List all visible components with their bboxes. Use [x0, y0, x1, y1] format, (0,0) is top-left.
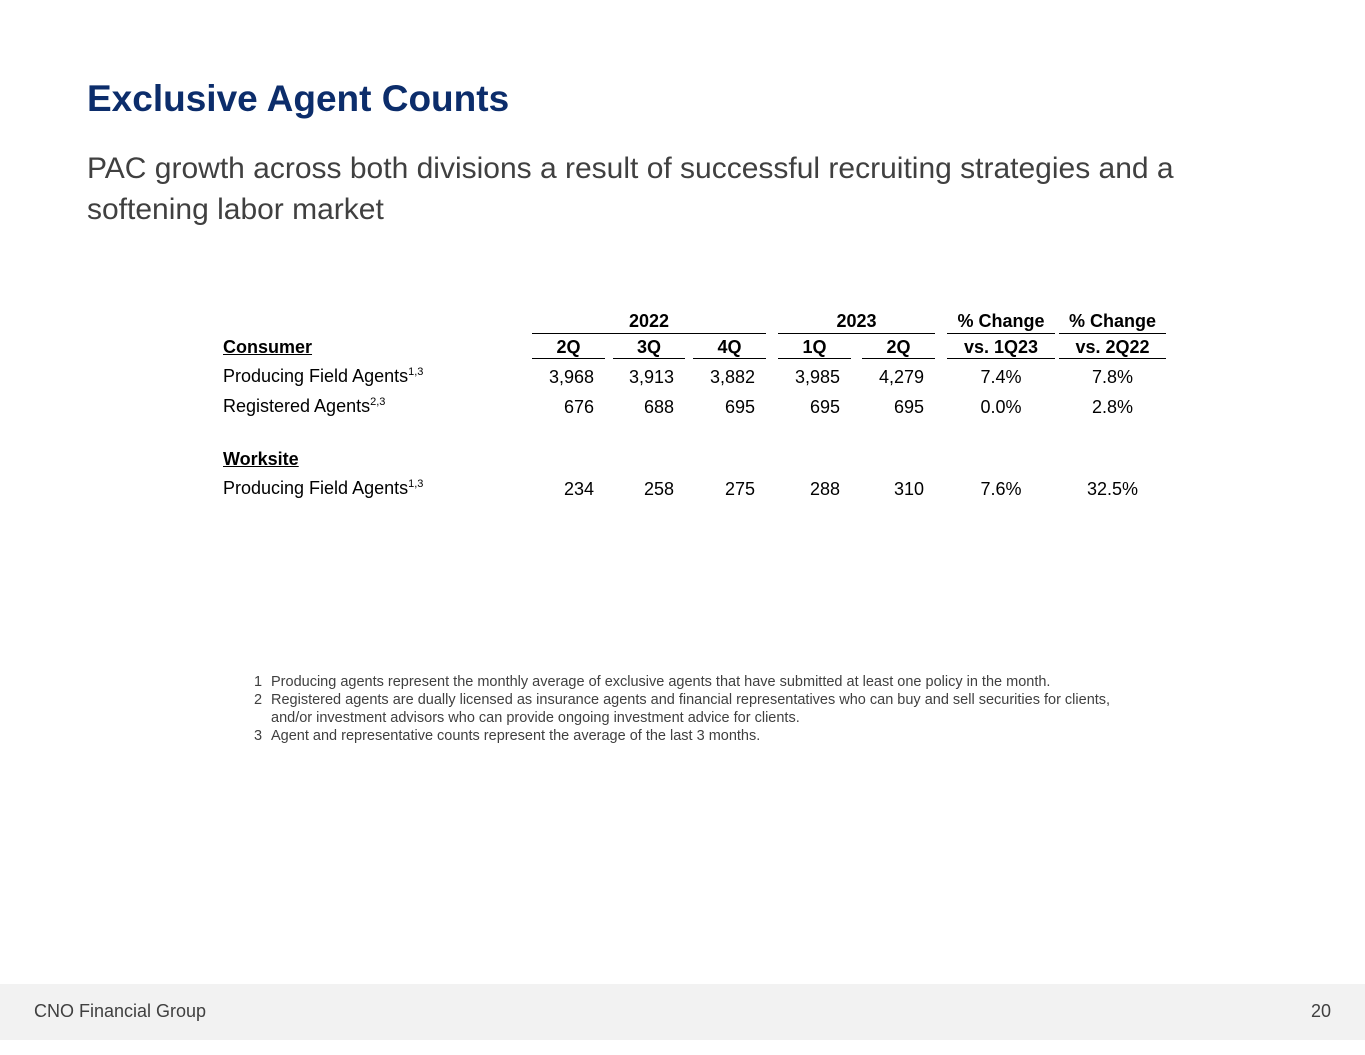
table-cell: 3,985 [794, 367, 840, 387]
table-cell: 695 [724, 397, 755, 417]
pct-header-top-1: % Change [957, 311, 1045, 331]
quarter-header: 2Q [886, 337, 911, 357]
table-cell: 688 [643, 397, 674, 417]
section-header-consumer: Consumer [223, 337, 313, 357]
pct-header-bottom-2: vs. 2Q22 [1075, 337, 1150, 357]
footnote-text: Registered agents are dually licensed as insurance agents and financial representatives who can buy and sell securities for clients, and/or investment advisors who can provide ongoing investment advice for clients. [271, 692, 1111, 726]
footnote [254, 673, 1134, 691]
rule-pct-bottom-1 [947, 358, 1055, 359]
table-cell: 3,968 [548, 367, 594, 387]
quarter-header: 3Q [636, 337, 661, 357]
table-cell: 32.5% [1086, 479, 1139, 499]
page-number: 20 [1310, 1001, 1331, 1021]
footnote-text: Producing agents represent the monthly average of exclusive agents that have submitted at least one policy in the month. [271, 674, 1051, 690]
quarter-header: 1Q [802, 337, 827, 357]
table-cell: 3,913 [628, 367, 674, 387]
table-cell: 4,279 [878, 367, 924, 387]
quarter-header: 4Q [717, 337, 742, 357]
footnote-ref: 2,3 [370, 396, 386, 408]
rule-pct-bottom-2 [1059, 358, 1166, 359]
footnote-number: 3 [254, 728, 263, 744]
row-label-consumer-producing: Producing Field Agents$^{1,3}$ [223, 366, 424, 386]
table-cell: 695 [809, 397, 840, 417]
table-cell: 234 [563, 479, 594, 499]
footnote-number: 2 [254, 692, 263, 708]
rule-quarter [693, 358, 766, 359]
section-header-worksite: Worksite [223, 449, 299, 469]
row-label-consumer-registered: Registered Agents$^{2,3}$ [223, 396, 386, 416]
pct-header-top-2: % Change [1068, 311, 1156, 331]
footnote-number: 1 [254, 674, 263, 690]
footnote-text: Agent and representative counts represent the average of the last 3 months. [271, 728, 761, 744]
footnote [254, 727, 1134, 745]
table-cell: 288 [809, 479, 840, 499]
rule-quarter [862, 358, 935, 359]
table-cell: 0.0% [980, 397, 1022, 417]
table-cell: 275 [724, 479, 755, 499]
footnote-ref: 1,3 [408, 366, 424, 378]
footer-company: CNO Financial Group [34, 1001, 207, 1021]
table-cell: 7.8% [1091, 367, 1134, 387]
table-cell: 3,882 [709, 367, 755, 387]
table-cell: 676 [563, 397, 594, 417]
rule-2022 [532, 333, 766, 334]
pct-header-bottom-1: vs. 1Q23 [963, 337, 1039, 357]
table-cell: 258 [643, 479, 674, 499]
rule-quarter [613, 358, 685, 359]
table-cell: 7.4% [980, 367, 1022, 387]
footnotes [254, 673, 1134, 745]
footnote-ref: 1,3 [408, 478, 424, 490]
footnote [254, 691, 1134, 727]
table-cell: 695 [893, 397, 924, 417]
rule-pct-1 [947, 333, 1055, 334]
footer-bar [0, 984, 1365, 1040]
year-header-2022: 2022 [628, 311, 670, 331]
table-cell: 2.8% [1091, 397, 1134, 417]
table-cell: 7.6% [980, 479, 1022, 499]
table-cell: 310 [893, 479, 924, 499]
rule-quarter [532, 358, 605, 359]
year-header-2023: 2023 [836, 311, 877, 331]
quarter-header: 2Q [556, 337, 581, 357]
rule-pct-2 [1059, 333, 1166, 334]
row-label-worksite-producing: Producing Field Agents$^{1,3}$ [223, 478, 424, 498]
rule-quarter [778, 358, 851, 359]
page-subtitle: PAC growth across both divisions a result of successful recruiting strategies and a softening labor market [87, 152, 1174, 226]
page-title: Exclusive Agent Counts [87, 78, 510, 119]
rule-2023 [778, 333, 935, 334]
